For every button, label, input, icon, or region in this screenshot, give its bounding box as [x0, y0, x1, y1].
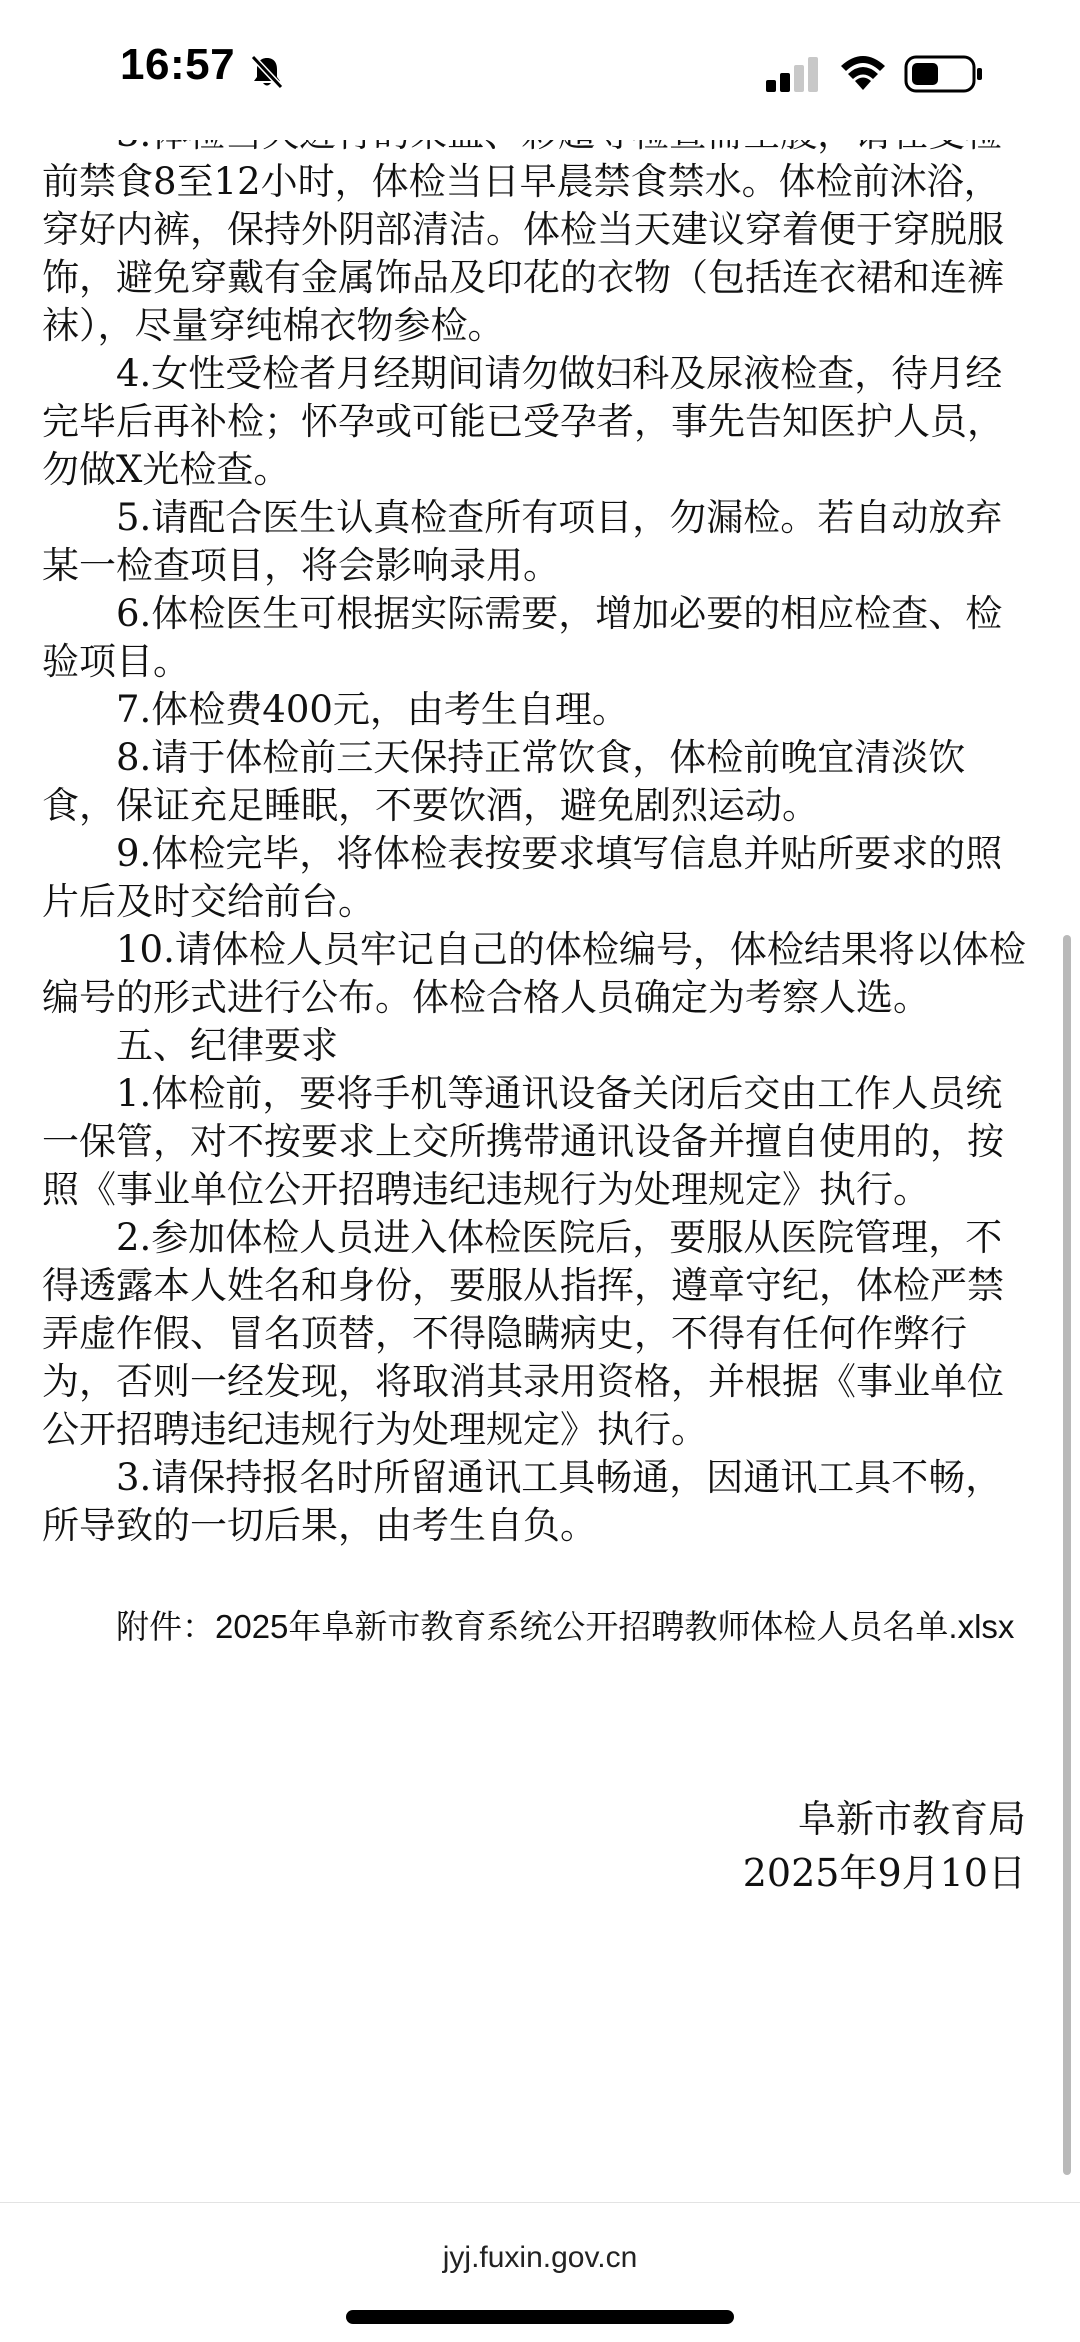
status-bar [0, 0, 1080, 140]
signature-organization: 阜新市教育局 [797, 1797, 1026, 1841]
article-paragraph: 1.体检前，要将手机等通讯设备关闭后交由工作人员统一保管，对不按要求上交所携带通讯设备并擅自使用的，按照《事业单位公开招聘违纪违规行为处理规定》执行。 [42, 1072, 1004, 1211]
article-paragraph: 5.请配合医生认真检查所有项目，勿漏检。若自动放弃某一检查项目，将会影响录用。 [42, 496, 1003, 587]
scrollbar[interactable] [1063, 935, 1071, 2175]
article-paragraph: 2.参加体检人员进入体检医院后，要服从医院管理，不得透露本人姓名和身份，要服从指挥，遵章守纪，体检严禁弄虚作假、冒名顶替，不得隐瞒病史，不得有任何作弊行为，否则一经发现，将取消其录用资格，并根据《事业单位公开招聘违纪违规行为处理规定》执行。 [42, 1216, 1004, 1451]
bell-slash-icon [250, 54, 284, 90]
browser-bottom-bar [0, 2202, 1080, 2342]
article-paragraph: 7.体检费400元，由考生自理。 [116, 688, 629, 731]
attachment-line [42, 1602, 1032, 1652]
article-viewport [0, 140, 1080, 2202]
signature-date: 2025年9月10日 [742, 1851, 1026, 1895]
home-indicator[interactable] [346, 2310, 734, 2324]
article-body [42, 110, 1032, 1900]
section-heading: 五、纪律要求 [116, 1024, 338, 1067]
article-paragraph: 8.请于体检前三天保持正常饮食，体检前晚宜清淡饮食，保证充足睡眠，不要饮酒，避免剧烈运动。 [42, 736, 966, 827]
signature-block [42, 1792, 1032, 1900]
wifi-icon [838, 52, 888, 92]
status-time: 16:57 [120, 40, 236, 89]
battery-icon [904, 54, 984, 94]
article-paragraph: 6.体检医生可根据实际需要，增加必要的相应检查、检验项目。 [42, 592, 1003, 683]
article-paragraph: 3.请保持报名时所留通讯工具畅通，因通讯工具不畅，所导致的一切后果，由考生自负。 [42, 1456, 1003, 1547]
article-paragraph: 前禁食8至12小时，体检当日早晨禁食禁水。体检前沐浴，穿好内裤，保持外阴部清洁。体检当天建议穿着便于穿脱服饰，避免穿戴有金属饰品及印花的衣物（包括连衣裙和连裤袜），尽量穿纯棉衣物参检。 [42, 160, 1004, 347]
attachment-prefix: 附件： [116, 1608, 215, 1645]
article-paragraph: 4.女性受检者月经期间请勿做妇科及尿液检查，待月经完毕后再补检；怀孕或可能已受孕者，事先告知医护人员，勿做X光检查。 [42, 352, 1004, 491]
article-paragraph: 9.体检完毕，将体检表按要求填写信息并贴所要求的照片后及时交给前台。 [42, 832, 1003, 923]
attachment-link[interactable]: 2025年阜新市教育系统公开招聘教师体检人员名单.xlsx [215, 1608, 1015, 1645]
cellular-signal-icon [764, 56, 822, 92]
article-paragraph: 10.请体检人员牢记自己的体检编号，体检结果将以体检编号的形式进行公布。体检合格人员确定为考察人选。 [42, 928, 1026, 1019]
url-label[interactable]: jyj.fuxin.gov.cn [442, 2241, 638, 2274]
